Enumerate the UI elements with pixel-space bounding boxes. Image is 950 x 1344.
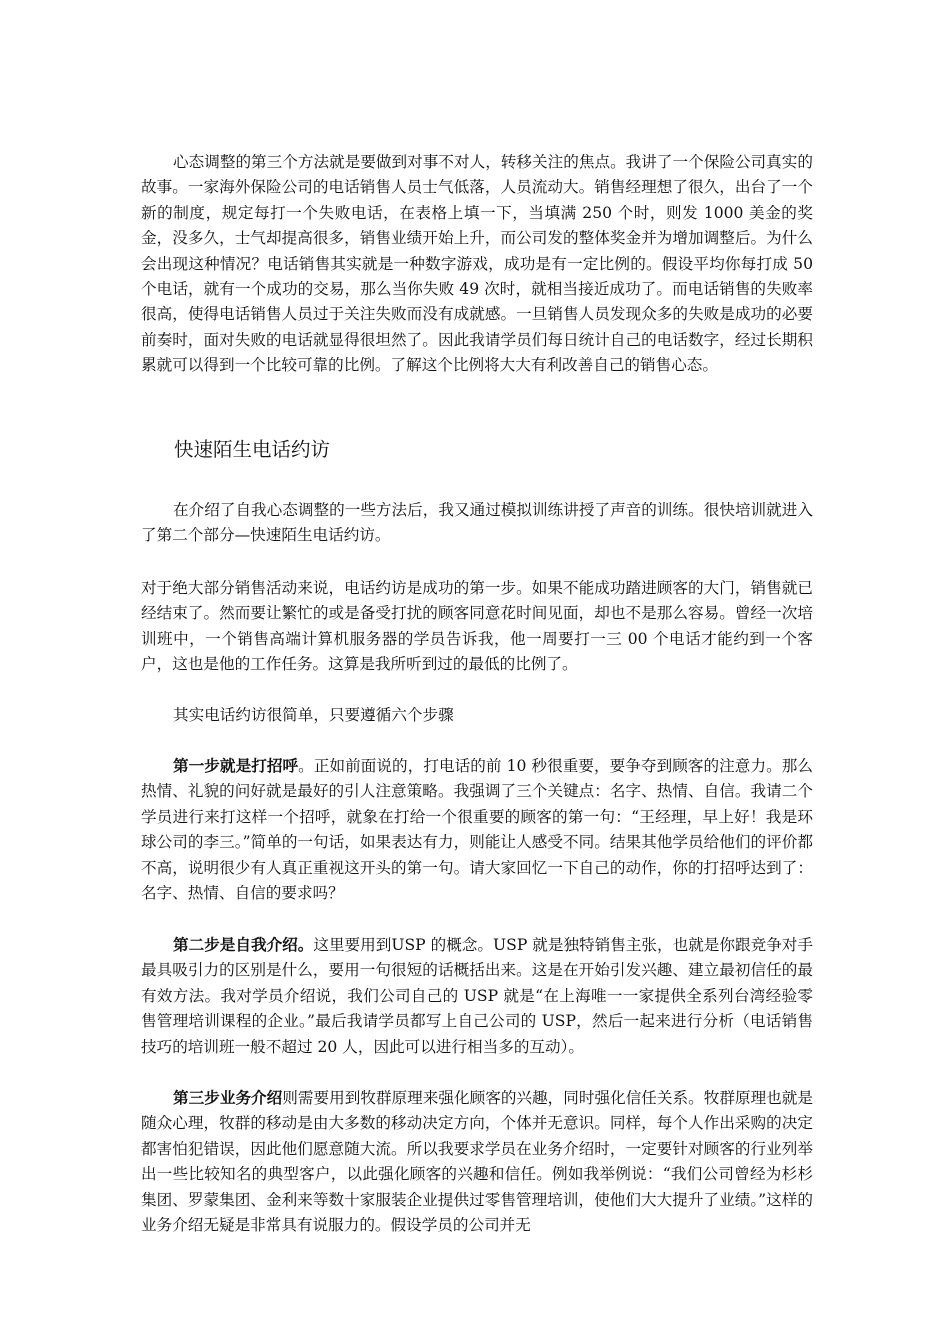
paragraph-phone-appointment: 对于绝大部分销售活动来说，电话约访是成功的第一步。如果不能成功踏进顾客的大门，销售就已经结束了。然而要让繁忙的或是备受打扰的顾客同意花时间见面，却也不是那么容易。曾经一次培训班中，一个销售高端计算机服务器的学员告诉我，他一周要打一三 00 个电话才能约到一个客户，这也是他的工作任务。这算是我所听到过的最低的比例了。 bbox=[141, 579, 813, 674]
paragraph-step-three bbox=[141, 1085, 813, 1238]
paragraph-six-steps: 其实电话约访很简单，只要遵循六个步骤 bbox=[173, 706, 454, 724]
step-two-text: 这里要用到USP 的概念。USP 就是独特销售主张，也就是你跟竞争对手最具吸引力的区别是什么，要用一句很短的话概括出来。这是在开始引发兴趣、建立最初信任的最有效方法。我对学员介绍说，我们公司自己的 USP 就是“在上海唯一一家提供全系列台湾经验零售管理培训课程的企业。”最后我请学员都写上自己公司的 USP，然后一起来进行分析（电话销售技巧的培训班一般不超过 20 人，因此可以进行相当多的互动）。 bbox=[141, 936, 813, 1056]
step-three-title: 第三步业务介绍 bbox=[173, 1088, 283, 1107]
paragraph-mindset-method-three: 心态调整的第三个方法就是要做到对事不对人，转移关注的焦点。我讲了一个保险公司真实的故事。一家海外保险公司的电话销售人员士气低落，人员流动大。销售经理想了很久，出台了一个新的制度，规定每打一个失败电话，在表格上填一下，当填满 250 个时，则发 1000 美金的奖金，没多久，士气却提高很多，销售业绩开始上升，而公司发的整体奖金并为增加调整后。为什么会出现这种情况？电话销售其实就是一种数字游戏，成功是有一定比例的。假设平均你每打成 50 个电话，就有一个成功的交易，那么当你失败 49 次时，就相当接近成功了。而电话销售的失败率很高，使得电话销售人员过于关注失败而没有成就感。一旦销售人员发现众多的失败是成功的必要前奏时，面对失败的电话就显得很坦然了。因此我请学员们每日统计自己的电话数字，经过长期积累就可以得到一个比较可靠的比例。了解这个比例将大大有利改善自己的销售心态。 bbox=[141, 153, 813, 375]
paragraph-step-two bbox=[141, 932, 813, 1060]
section-heading: 快速陌生电话约访 bbox=[174, 438, 331, 461]
step-one-text: 。正如前面说的，打电话的前 10 秒很重要，要争夺到顾客的注意力。那么热情、礼貌的问好就是最好的引人注意策略。我强调了三个关键点：名字、热情、自信。我请二个学员进行来打这样一个招呼，就象在打给一个很重要的顾客的第一句：“王经理，早上好！我是环球公司的李三。”简单的一句话，如果表达有力，则能让人感受不同。结果其他学员给他们的评价都不高，说明很少有人真正重视这开头的第一句。请大家回忆一下自己的动作，你的打招呼达到了：名字、热情、自信的要求吗？ bbox=[141, 757, 813, 903]
step-two-title: 第二步是自我介绍。 bbox=[173, 935, 314, 954]
step-one-title: 第一步就是打招呼 bbox=[173, 756, 299, 775]
step-three-text: 则需要用到牧群原理来强化顾客的兴趣，同时强化信任关系。牧群原理也就是随众心理，牧群的移动是由大多数的移动决定方向，个体并无意识。同样，每个人作出采购的决定都害怕犯错误，因此他们愿意随大流。所以我要求学员在业务介绍时，一定要针对顾客的行业列举出一些比较知名的典型客户，以此强化顾客的兴趣和信任。例如我举例说：“我们公司曾经为杉杉集团、罗蒙集团、金利来等数十家服装企业提供过零售管理培训，使他们大大提升了业绩。”这样的业务介绍无疑是非常具有说服力的。假设学员的公司并无 bbox=[141, 1089, 813, 1235]
paragraph-training-intro: 在介绍了自我心态调整的一些方法后，我又通过模拟训练讲授了声音的训练。很快培训就进入了第二个部分—快速陌生电话约访。 bbox=[141, 501, 813, 545]
paragraph-step-one bbox=[141, 753, 813, 906]
